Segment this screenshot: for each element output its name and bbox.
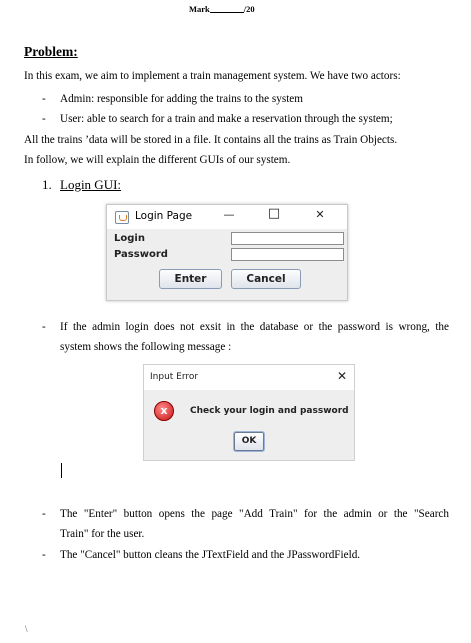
login-label: Login — [114, 233, 145, 244]
actor-item-user — [0, 112, 471, 126]
text-cursor — [61, 463, 62, 478]
note-enter — [0, 507, 471, 521]
login-input[interactable] — [231, 232, 344, 245]
password-label: Password — [114, 249, 168, 260]
ok-button[interactable]: OK — [234, 432, 264, 451]
password-input[interactable] — [231, 248, 344, 261]
note-cancel — [0, 548, 471, 562]
mark-blank — [210, 12, 244, 13]
bullet: - — [42, 508, 46, 520]
actor-text: Admin: responsible for adding the trains to the system — [60, 93, 303, 105]
error-bullet-line2: system shows the following message : — [60, 341, 232, 353]
cancel-button[interactable]: Cancel — [231, 269, 301, 289]
section-title: Login GUI: — [60, 177, 122, 192]
mark-label: Mark — [189, 4, 210, 14]
problem-intro: In this exam, we aim to implement a train management system. We have two actors: — [24, 70, 401, 82]
note-enter-line1: The "Enter" button opens the page "Add Train" for the admin or the "Search — [60, 508, 449, 520]
note-enter-line2: Train" for the user. — [60, 528, 145, 540]
enter-button[interactable]: Enter — [159, 269, 222, 289]
error-bullet — [0, 320, 471, 334]
bullet: - — [42, 93, 46, 105]
error-bullet-line1: If the admin login does not exsit in the database or the password is wrong, the — [60, 321, 449, 333]
problem-heading: Problem: — [24, 44, 78, 59]
bullet: - — [42, 549, 46, 561]
close-icon[interactable]: ✕ — [315, 208, 325, 221]
login-window — [106, 204, 348, 301]
actor-text: User: able to search for a train and make a reservation through the system; — [60, 113, 393, 125]
bullet: - — [42, 113, 46, 125]
close-icon[interactable]: ✕ — [336, 369, 347, 383]
java-icon — [115, 211, 129, 224]
follow-line: In follow, we will explain the different GUIs of our system. — [24, 154, 291, 166]
stray-mark: \ — [25, 624, 28, 634]
mark-total: /20 — [243, 4, 255, 14]
storage-line: All the trains ’data will be stored in a file. It contains all the trains as Train Objects. — [24, 134, 398, 146]
error-icon: x — [154, 401, 174, 421]
error-message: Check your login and password — [190, 406, 349, 416]
bullet: - — [42, 321, 46, 333]
login-window-title: Login Page — [135, 210, 193, 222]
actor-item-admin — [0, 92, 471, 106]
section-number: 1. — [42, 177, 52, 192]
error-titlebar — [144, 365, 354, 390]
mark-field — [189, 4, 255, 14]
maximize-icon[interactable]: □ — [267, 206, 281, 221]
error-dialog-title: Input Error — [150, 372, 199, 382]
note-cancel-line1: The "Cancel" button cleans the JTextField and the JPasswordField. — [60, 549, 361, 561]
error-dialog — [143, 364, 355, 461]
minimize-icon[interactable]: — — [223, 208, 235, 221]
login-titlebar — [107, 205, 347, 229]
